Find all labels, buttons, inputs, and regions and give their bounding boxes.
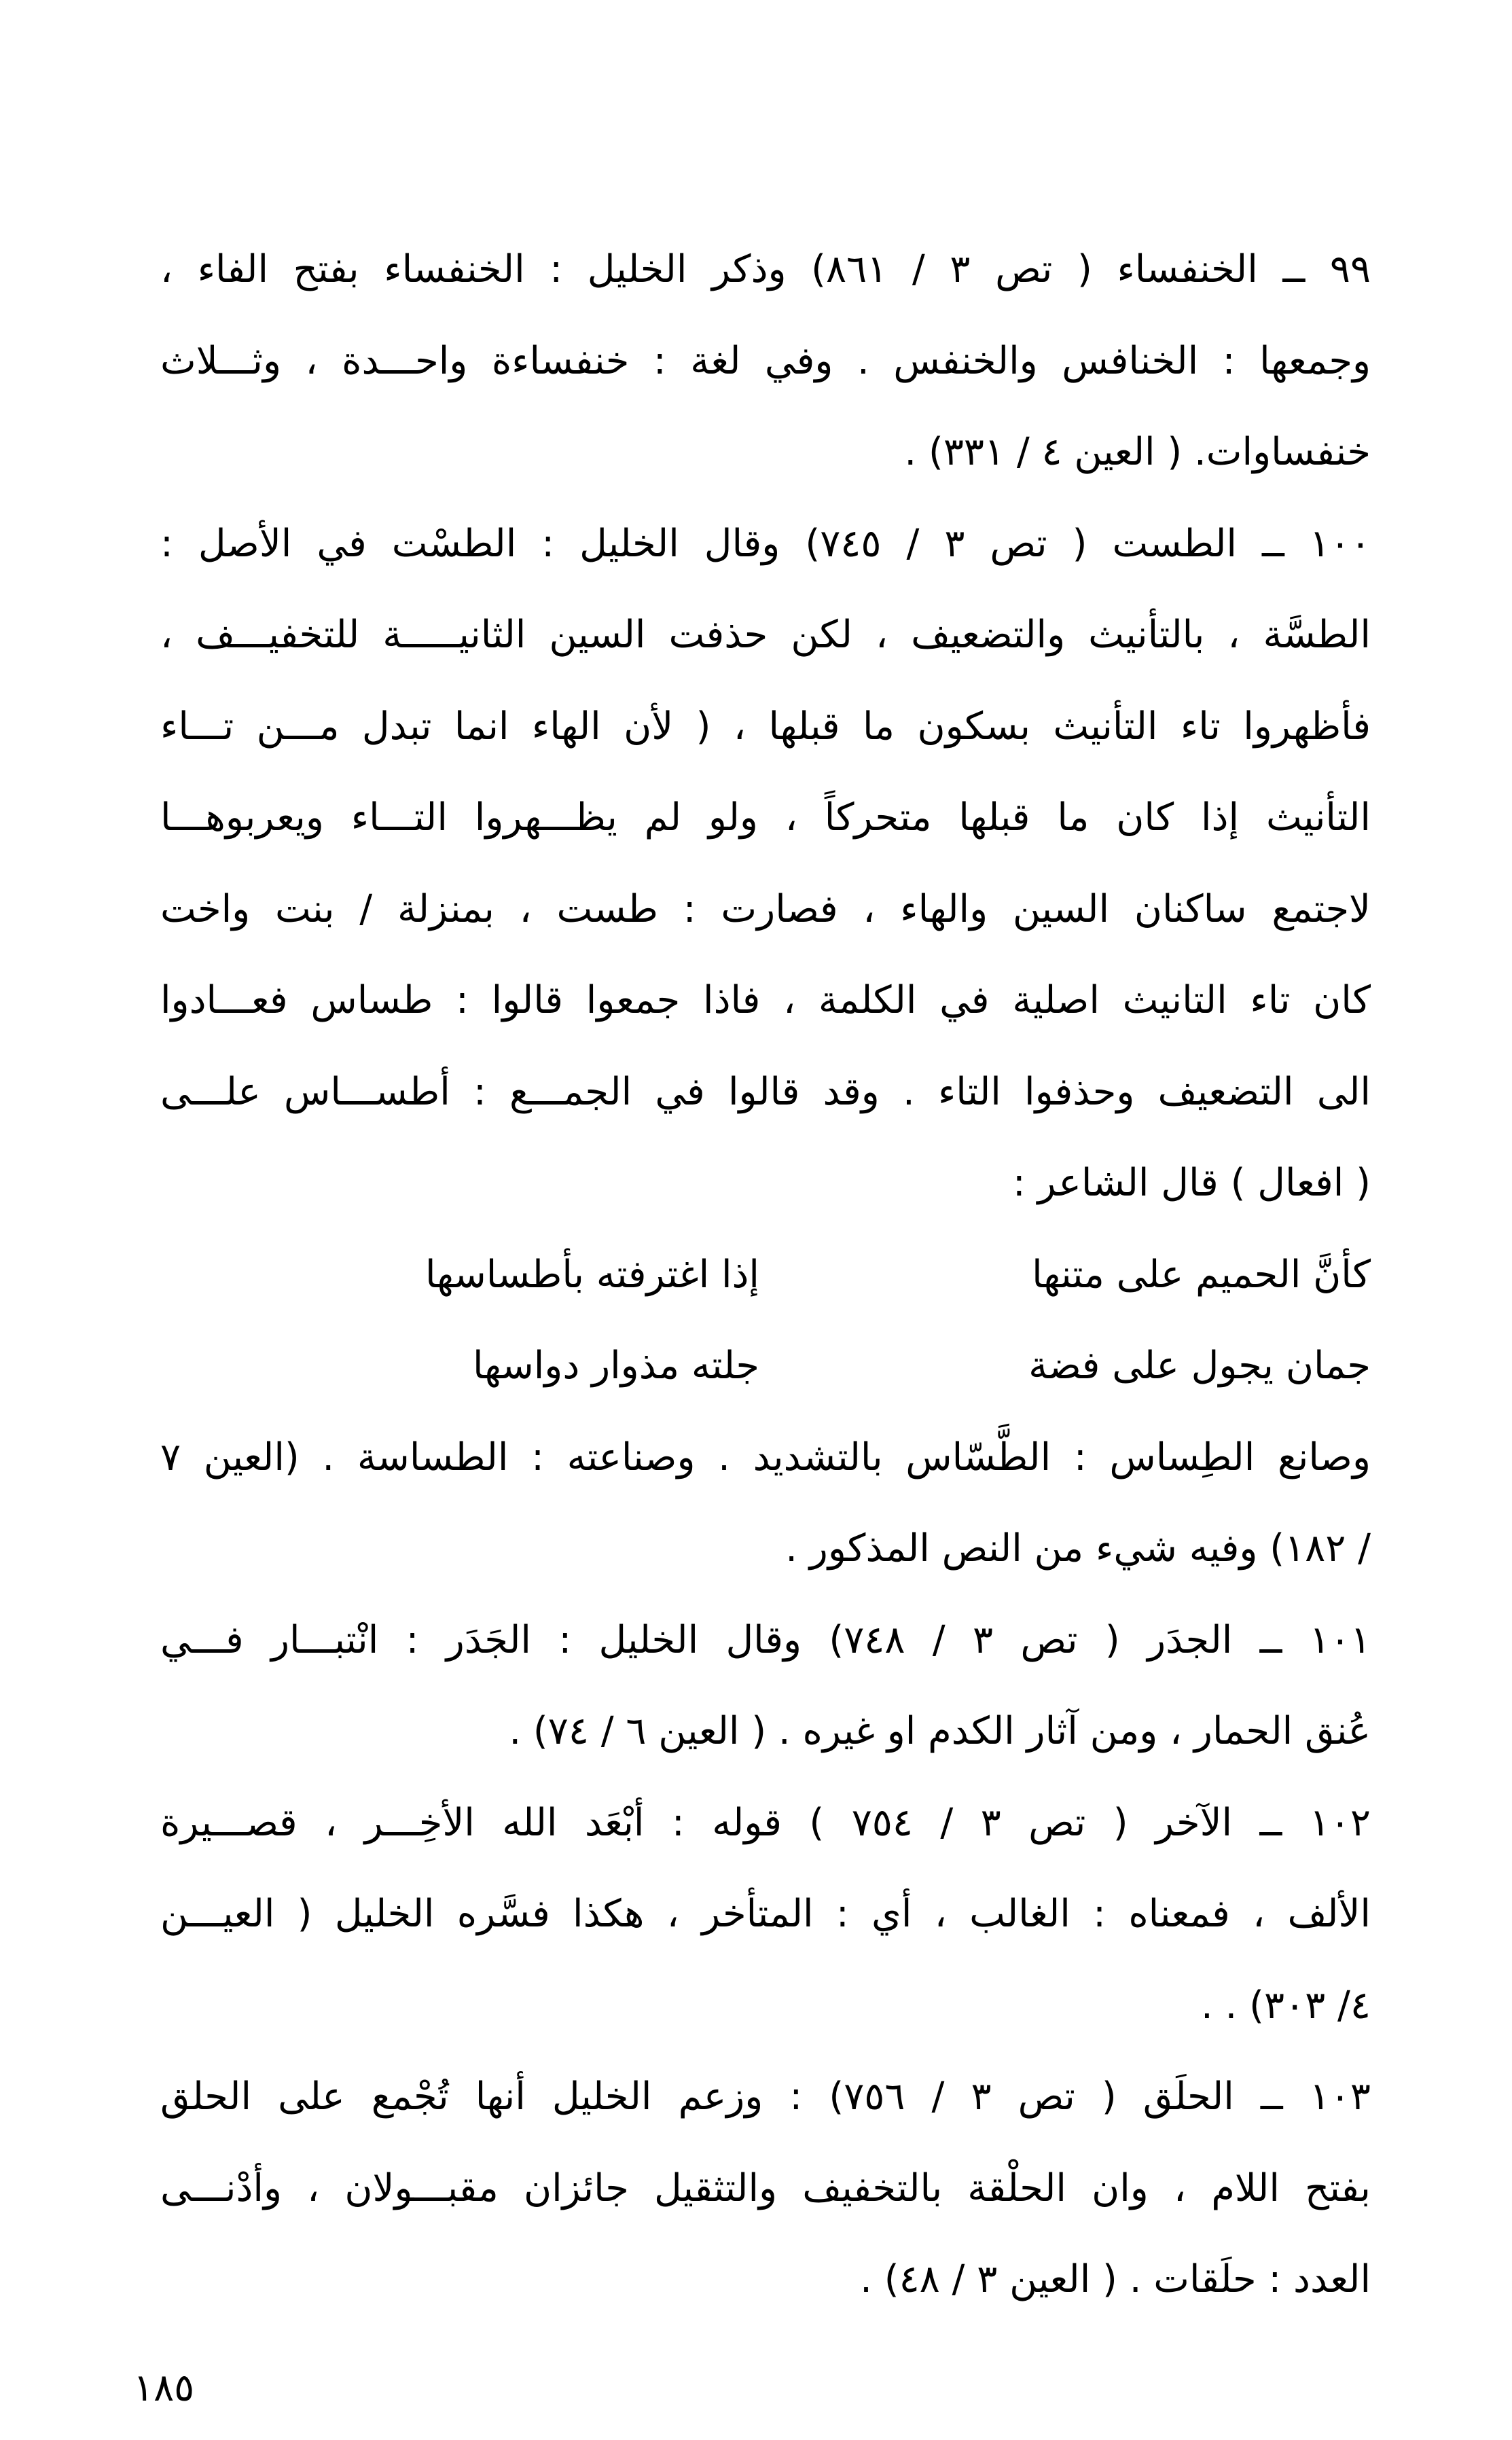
text-line: ٤/ ٣٠٣) . .: [1200, 1983, 1371, 2028]
text-line: بفتح اللام ، وان الحلْقة بالتخفيف والتثقيل جائزان مقبـــولان ، وأدْنـــى: [160, 2166, 1371, 2210]
text-line: ( افعال ) قال الشاعر :: [1012, 1161, 1371, 1205]
verse-first-hemistich: جمان يجول على فضة: [1028, 1344, 1371, 1388]
text-line: / ١٨٢) وفيه شيء من النص المذكور .: [785, 1526, 1371, 1571]
text-line: الألف ، فمعناه : الغالب ، أي : المتأخر ، هكذا فسَّره الخليل ( العيـــن: [160, 1892, 1371, 1936]
text-line: فأظهروا تاء التأنيث بسكون ما قبلها ، ( لأن الهاء انما تبدل مـــن تـــاء: [160, 704, 1371, 749]
poem-verse: [160, 1230, 1371, 1321]
text-line: ١٠١ ــ الجدَر ( تص ٣ / ٧٤٨) وقال الخليل : الجَدَر : انْتبـــار فـــي: [160, 1617, 1371, 1662]
text-line: لاجتمع ساكنان السين والهاء ، فصارت : طست ، بمنزلة / بنت واخت: [160, 886, 1371, 931]
text-line: التأنيث إذا كان ما قبلها متحركاً ، ولو لم يظـــهروا التـــاء ويعربوهـــا: [160, 795, 1371, 840]
text-line: ١٠٣ ــ الحلَق ( تص ٣ / ٧٥٦) : وزعم الخليل أنها تُجْمع على الحلق: [160, 2075, 1371, 2119]
text-line: خنفساوات. ( العين ٤ / ٣٣١) .: [904, 430, 1371, 474]
page-number: ١٨٥: [133, 2366, 195, 2410]
text-line: وجمعها : الخنافس والخنفس . وفي لغة : خنفساءة واحـــدة ، وثـــلاث: [160, 338, 1371, 383]
verse-second-hemistich: إذا اغترفته بأطساسها: [425, 1252, 759, 1297]
text-line: ١٠٢ ــ الآخر ( تص ٣ / ٧٥٤ ) قوله : أبْعَد الله الأخِـــر ، قصـــيرة: [160, 1800, 1371, 1845]
text-line: ٩٩ ــ الخنفساء ( تص ٣ / ٨٦١) وذكر الخليل : الخنفساء بفتح الفاء ،: [160, 247, 1371, 291]
text-line: وصانع الطِساس : الطَّسّاس بالتشديد . وصناعته : الطساسة . (العين ٧: [160, 1435, 1371, 1479]
text-line: الى التضعيف وحذفوا التاء . وقد قالوا في الجمـــع : أطســـاس علـــى: [160, 1069, 1371, 1114]
text-line: عُنق الحمار ، ومن آثار الكدم او غيره . ( العين ٦ / ٧٤) .: [509, 1709, 1371, 1753]
verse-first-hemistich: كأنَّ الحميم على متنها: [1032, 1252, 1371, 1297]
text-line: ١٠٠ ــ الطست ( تص ٣ / ٧٤٥) وقال الخليل : الطسْت في الأصل :: [160, 521, 1371, 566]
text-line: كان تاء التانيث اصلية في الكلمة ، فاذا جمعوا قالوا : طساس فعـــادوا: [160, 978, 1371, 1022]
poem-verse: [160, 1321, 1371, 1412]
text-line: العدد : حلَقات . ( العين ٣ / ٤٨) .: [860, 2257, 1371, 2301]
main-text: [160, 224, 1371, 2326]
text-line: الطسَّة ، بالتأنيث والتضعيف ، لكن حذفت السين الثانيـــــة للتخفيـــف ،: [160, 613, 1371, 657]
verse-second-hemistich: جلته مذوار دواسها: [472, 1344, 759, 1388]
